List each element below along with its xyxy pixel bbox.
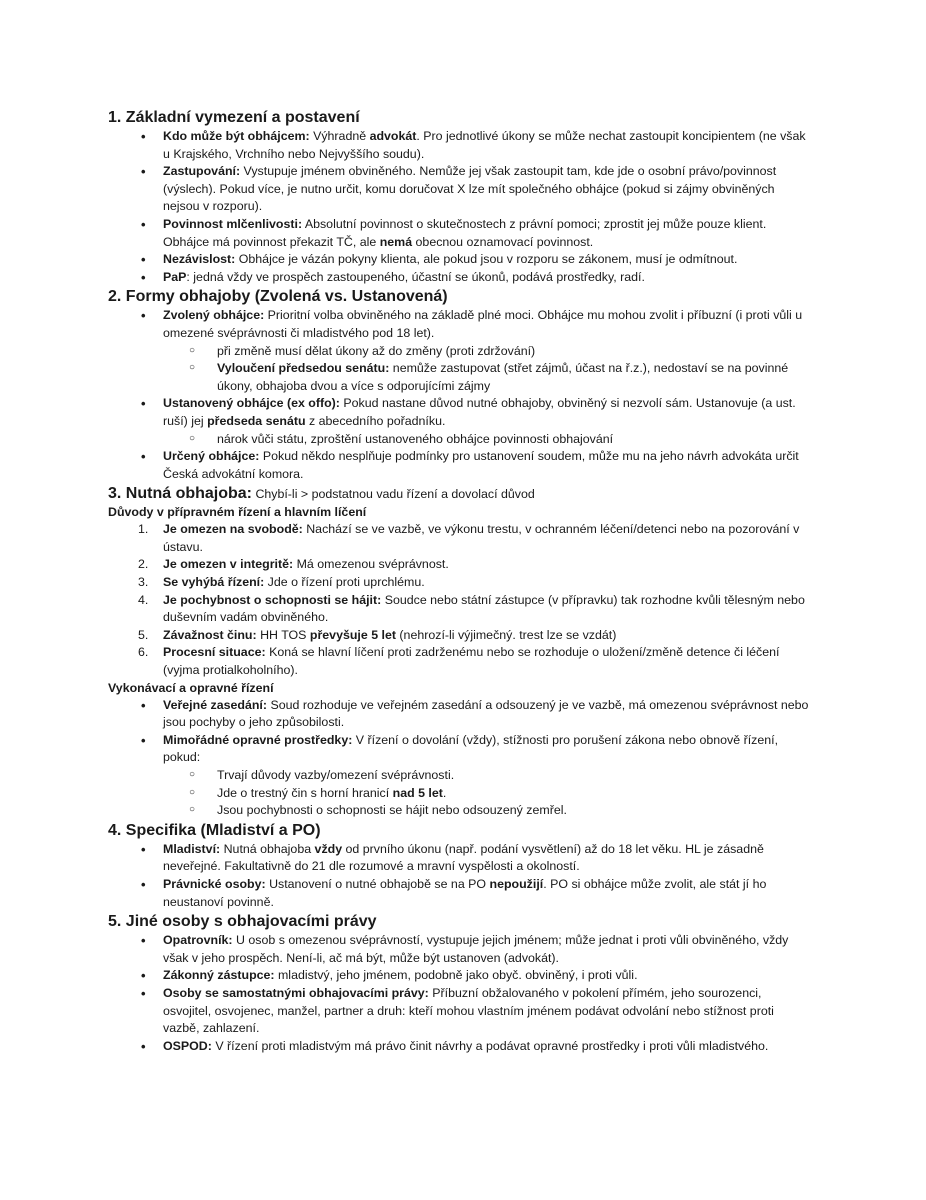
- section-other-persons: [108, 912, 813, 1055]
- document-page: [108, 108, 813, 1056]
- list-item: • Ustanovený obhájce (ex offo): Pokud nastane důvod nutné obhajoby, obviněný si nezvolí sám. Ustanovuje (a ust. ruší) jej předseda senátu z abecedního pořadníku. ○ nárok vůči státu, zproštění ustanoveného obhájce povinnosti obhajování: [163, 395, 813, 448]
- section-heading: 3. Nutná obhajoba: Chybí-li > podstatnou vadu řízení a dovolací důvod: [108, 485, 535, 503]
- section-mandatory-defense: [108, 484, 813, 820]
- list-item: 4. Je pochybnost o schopnosti se hájit: Soudce nebo státní zástupce (v přípravku) tak rozhodne kvůli tělesným nebo duševním vadám obviněného.: [138, 592, 805, 625]
- numbered-list: [108, 521, 813, 679]
- sub-list-item: ○ Jde o trestný čin s horní hranicí nad 5 let.: [217, 785, 813, 803]
- list-item: • Právnické osoby: Ustanovení o nutné obhajobě se na PO nepoužijí. PO si obhájce může zvolit, ale stát jí ho neustanoví povinně.: [163, 876, 813, 911]
- list-item: • Kdo může být obhájcem: Výhradně advokát. Pro jednotlivé úkony se může nechat zastoupit koncipientem (ne však u Krajského, Vrchního nebo Nejvyššího soudu).: [163, 128, 813, 163]
- sub-list-item: ○ při změně musí dělat úkony až do změny (proti zdržování): [217, 343, 813, 361]
- list-item: • Veřejné zasedání: Soud rozhoduje ve veřejném zasedání a odsouzený je ve vazbě, má omezenou svéprávnost nebo jsou pochyby o jeho způsobilosti.: [163, 697, 813, 732]
- subheading: Vykonávací a opravné řízení: [108, 680, 274, 695]
- list-item: • OSPOD: V řízení proti mladistvým má právo činit návrhy a podávat opravné prostředky i proti vůli mladistvého.: [163, 1038, 813, 1056]
- list-item: • Určený obhájce: Pokud někdo nesplňuje podmínky pro ustanovení soudem, může mu na jeho návrh advokáta určit Česká advokátní komora.: [163, 448, 813, 483]
- sub-list: [163, 343, 813, 396]
- bullet-list: [108, 307, 813, 483]
- section-basic-definition: [108, 108, 813, 286]
- list-item: • Zvolený obhájce: Prioritní volba obviněného na základě plné moci. Obhájce mu mohou zvolit i příbuzní (i proti vůli u omezené svéprávnosti či mladistvého pod 18 let). ○ při změně musí dělat úkony až do změny (proti zdržování) ○ Vyloučení předsedou senátu: nemůže zastupovat (střet zájmů, účast na ř.z.), nedostaví se na povinné úkony, obhajoba dvou a více s odporujícími zájmy: [163, 307, 813, 395]
- list-item: • PaP: jedná vždy ve prospěch zastoupeného, účastní se úkonů, podává prostředky, radí.: [163, 269, 813, 287]
- bullet-list: [108, 128, 813, 286]
- sub-list: [163, 431, 813, 449]
- list-item: • Nezávislost: Obhájce je vázán pokyny klienta, ale pokud jsou v rozporu se zákonem, musí je odmítnout.: [163, 251, 813, 269]
- list-item: • Opatrovník: U osob s omezenou svéprávností, vystupuje jejich jménem; může jednat i proti vůli obviněného, vždy však v jeho prospěch. Není-li, ač má být, může být ustanoven (advokát).: [163, 932, 813, 967]
- list-item: 2. Je omezen v integritě: Má omezenou svéprávnost.: [138, 557, 449, 572]
- bullet-list: [108, 932, 813, 1055]
- bullet-list: [108, 697, 813, 820]
- list-item: • Zastupování: Vystupuje jménem obviněného. Nemůže jej však zastoupit tam, kde jde o osobní právo/povinnost (výslech). Pokud více, je nutno určit, komu doručovat X lze mít společného obhájce (pokud si zájmy obviněných nejsou v rozporu).: [163, 163, 813, 216]
- list-item: • Zákonný zástupce: mladistvý, jeho jménem, podobně jako obyč. obviněný, i proti vůli.: [163, 967, 813, 985]
- bullet-list: [108, 841, 813, 911]
- sub-list: [163, 767, 813, 820]
- section-heading: 1. Základní vymezení a postavení: [108, 109, 360, 126]
- sub-list-item: ○ Jsou pochybnosti o schopnosti se hájit nebo odsouzený zemřel.: [217, 802, 813, 820]
- list-item: • Mladiství: Nutná obhajoba vždy od prvního úkonu (např. podání vysvětlení) až do 18 let věku. HL je zásadně neveřejné. Fakultativně do 21 dle rozumové a mravní vyspělosti a okolností.: [163, 841, 813, 876]
- sub-list-item: ○ nárok vůči státu, zproštění ustanoveného obhájce povinnosti obhajování: [217, 431, 813, 449]
- section-specifics: [108, 821, 813, 911]
- list-item: 6. Procesní situace: Koná se hlavní líčení proti zadrženému nebo se rozhoduje o uložení/změně detence či léčení (vyjma protialkoholního).: [138, 645, 780, 678]
- list-item: 5. Závažnost činu: HH TOS převyšuje 5 let (nehrozí-li výjimečný. trest lze se vzdát): [138, 627, 617, 642]
- section-heading: 2. Formy obhajoby (Zvolená vs. Ustanovená): [108, 288, 448, 306]
- section-heading: 5. Jiné osoby s obhajovacími právy: [108, 913, 377, 931]
- list-item: 3. Se vyhýbá řízení: Jde o řízení proti uprchlému.: [138, 575, 425, 590]
- list-item: • Mimořádné opravné prostředky: V řízení o dovolání (vždy), stížnosti pro porušení zákona nebo obnově řízení, pokud: ○ Trvají důvody vazby/omezení svéprávnosti. ○ Jde o trestný čin s horní hranicí nad 5 let. ○ Jsou pochybnosti o schopnosti se hájit nebo odsouzený zemřel.: [163, 732, 813, 820]
- sub-list-item: ○ Trvají důvody vazby/omezení svéprávnosti.: [217, 767, 813, 785]
- section-heading-note: Chybí-li > podstatnou vadu řízení a dovolací důvod: [252, 487, 535, 502]
- sub-list-item: ○ Vyloučení předsedou senátu: nemůže zastupovat (střet zájmů, účast na ř.z.), nedostaví se na povinné úkony, obhajoba dvou a více s odporujícími zájmy: [217, 360, 813, 395]
- section-heading: 4. Specifika (Mladiství a PO): [108, 821, 321, 839]
- list-item: • Osoby se samostatnými obhajovacími právy: Příbuzní obžalovaného v pokolení přímém, jeho sourozenci, osvojitel, osvojenec, manžel, partner a druh: kteří mohou vlastním jménem podávat odvolání nebo stížnost proti vazbě, zahlazení.: [163, 985, 813, 1038]
- subheading: Důvody v přípravném řízení a hlavním líčení: [108, 505, 367, 520]
- list-item: 1. Je omezen na svobodě: Nachází se ve vazbě, ve výkonu trestu, v ochranném léčení/detenci nebo na pozorování v ústavu.: [138, 522, 800, 554]
- list-item: • Povinnost mlčenlivosti: Absolutní povinnost o skutečnostech z právní pomoci; zprostit jej může pouze klient. Obhájce má povinnost překazit TČ, ale nemá obecnou oznamovací povinnost.: [163, 216, 813, 251]
- section-forms-of-defense: [108, 287, 813, 483]
